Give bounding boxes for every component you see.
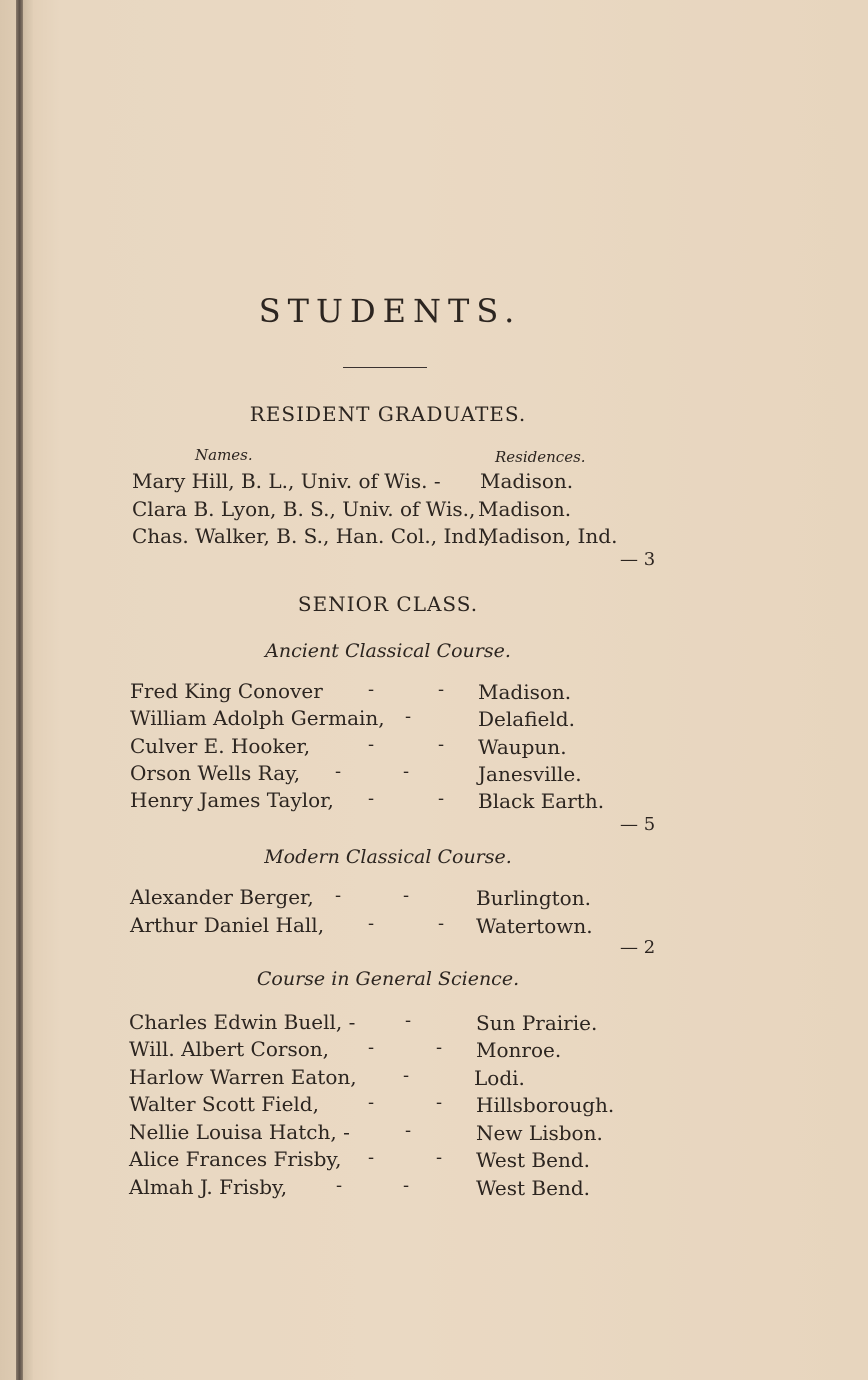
resident-residence-2: Madison. <box>478 497 572 521</box>
science-name-7: Almah J. Frisby, <box>129 1175 288 1199</box>
science-dash1-7: - <box>336 1175 343 1196</box>
ancient-name-4: Orson Wells Ray, <box>130 761 301 785</box>
ancient-dash1-5: - <box>368 788 375 809</box>
modern-residence-1: Burlington. <box>476 886 591 910</box>
science-dash2-5: - <box>405 1120 412 1141</box>
science-course-heading: Course in General Science. <box>256 968 520 990</box>
science-residence-4: Hillsborough. <box>476 1093 615 1117</box>
science-dash1-6: - <box>368 1147 375 1168</box>
science-dash1-2: - <box>368 1037 375 1058</box>
ancient-dash2-1: - <box>438 679 445 700</box>
science-name-2: Will. Albert Corson, <box>129 1037 329 1061</box>
modern-name-1: Alexander Berger, <box>130 885 314 909</box>
modern-name-2: Arthur Daniel Hall, <box>130 913 325 937</box>
science-residence-7: West Bend. <box>476 1176 590 1200</box>
resident-name-2: Clara B. Lyon, B. S., Univ. of Wis., <box>132 497 476 521</box>
science-dash2-1: - <box>405 1010 412 1031</box>
page-title: STUDENTS. <box>258 292 522 330</box>
ancient-residence-2: Delafield. <box>478 707 575 731</box>
resident-name-1: Mary Hill, B. L., Univ. of Wis. - <box>132 469 441 493</box>
science-name-5: Nellie Louisa Hatch, - <box>129 1120 350 1144</box>
ancient-total: — 5 <box>620 814 656 835</box>
title-rule <box>343 367 427 368</box>
ancient-residence-5: Black Earth. <box>478 789 605 813</box>
science-dash2-6: - <box>436 1147 443 1168</box>
ancient-name-1: Fred King Conover <box>130 679 323 703</box>
ancient-residence-1: Madison. <box>478 680 572 704</box>
science-name-1: Charles Edwin Buell, - <box>129 1010 356 1034</box>
residences-column-heading: Residences. <box>495 448 586 466</box>
science-residence-5: New Lisbon. <box>476 1121 603 1145</box>
science-residence-3: Lodi. <box>474 1066 525 1090</box>
ancient-name-5: Henry James Taylor, <box>130 788 334 812</box>
ancient-dash2-4: - <box>403 761 410 782</box>
ancient-dash2-2: - <box>405 706 412 727</box>
modern-dash2-2: - <box>438 913 445 934</box>
ancient-residence-3: Waupun. <box>478 735 567 759</box>
resident-total: — 3 <box>620 549 656 570</box>
names-column-heading: Names. <box>195 446 253 464</box>
ancient-dash1-1: - <box>368 679 375 700</box>
science-dash2-4: - <box>436 1092 443 1113</box>
modern-total: — 2 <box>620 937 656 958</box>
resident-name-3: Chas. Walker, B. S., Han. Col., Ind., <box>132 524 490 548</box>
modern-residence-2: Watertown. <box>476 914 593 938</box>
binding-edge <box>16 0 23 1380</box>
science-name-6: Alice Frances Frisby, <box>129 1147 342 1171</box>
science-residence-2: Monroe. <box>476 1038 562 1062</box>
modern-dash2-1: - <box>403 885 410 906</box>
binding-shadow <box>23 0 33 1380</box>
ancient-name-3: Culver E. Hooker, <box>130 734 311 758</box>
resident-residence-3: Madison, Ind. <box>478 524 618 548</box>
science-residence-1: Sun Prairie. <box>476 1011 598 1035</box>
science-dash2-2: - <box>436 1037 443 1058</box>
modern-dash1-2: - <box>368 913 375 934</box>
science-dash2-3: - <box>403 1065 410 1086</box>
ancient-name-2: William Adolph Germain, <box>130 706 385 730</box>
modern-dash1-1: - <box>335 885 342 906</box>
science-dash2-7: - <box>403 1175 410 1196</box>
ancient-residence-4: Janesville. <box>478 762 582 786</box>
ancient-dash2-5: - <box>438 788 445 809</box>
senior-class-heading: SENIOR CLASS. <box>297 592 479 616</box>
science-name-3: Harlow Warren Eaton, <box>129 1065 357 1089</box>
ancient-dash2-3: - <box>438 734 445 755</box>
modern-course-heading: Modern Classical Course. <box>264 846 512 868</box>
ancient-dash1-3: - <box>368 734 375 755</box>
science-name-4: Walter Scott Field, <box>129 1092 319 1116</box>
science-dash1-4: - <box>368 1092 375 1113</box>
ancient-dash1-4: - <box>335 761 342 782</box>
resident-graduates-heading: RESIDENT GRADUATES. <box>249 402 527 426</box>
ancient-course-heading: Ancient Classical Course. <box>265 640 511 662</box>
resident-residence-1: Madison. <box>480 469 574 493</box>
science-residence-6: West Bend. <box>476 1148 590 1172</box>
